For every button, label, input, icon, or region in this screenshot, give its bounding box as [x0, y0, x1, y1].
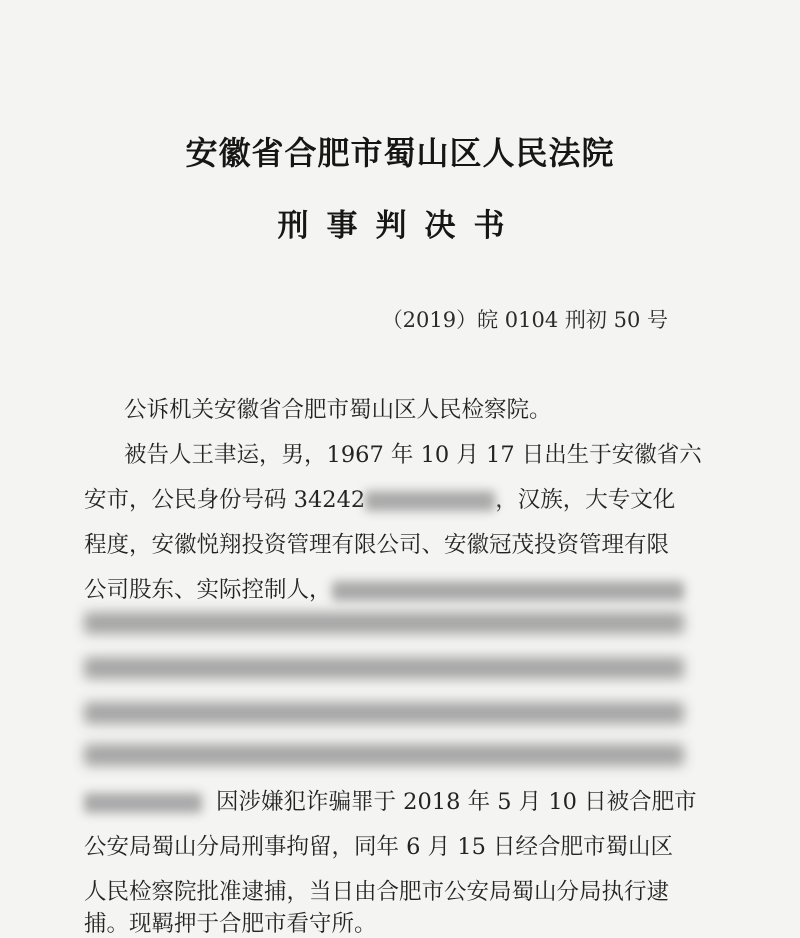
court-name: 安徽省合肥市蜀山区人民法院 [185, 134, 615, 172]
redacted-line [84, 612, 684, 634]
detention-line-4: 捕。现羁押于合肥市看守所。 [84, 911, 377, 937]
prosecutor-line: 公诉机关安徽省合肥市蜀山区人民检察院。 [124, 397, 552, 423]
detention-line-2: 公安局蜀山分局刑事拘留，同年 6 月 15 日经合肥市蜀山区 [84, 834, 674, 860]
detention-line-1 [84, 784, 697, 816]
ethnicity-education: ，汉族，大专文化 [495, 487, 676, 513]
redacted-line [84, 702, 684, 724]
redacted-line [84, 657, 684, 679]
case-number: （2019）皖 0104 刑初 50 号 [381, 308, 668, 332]
defendant-line-3: 程度，安徽悦翔投资管理有限公司、安徽冠茂投资管理有限 [84, 532, 670, 558]
redacted-line [84, 744, 684, 766]
defendant-line-1: 被告人王聿运，男，1967 年 10 月 17 日出生于安徽省六 [124, 442, 702, 468]
document-type: 刑事判决书 [277, 208, 523, 244]
redacted-id-number [365, 491, 495, 511]
detention-line-3: 人民检察院批准逮捕，当日由合肥市公安局蜀山分局执行逮 [84, 879, 670, 905]
defendant-line-4 [84, 572, 684, 604]
id-number-prefix: 安市，公民身份号码 34242 [84, 487, 366, 513]
redacted-text [84, 793, 202, 813]
redacted-text [332, 581, 684, 601]
defendant-line-2 [84, 482, 675, 514]
role-text: 公司股东、实际控制人， [84, 577, 332, 603]
detention-text: 因涉嫌犯诈骗罪于 2018 年 5 月 10 日被合肥市 [216, 789, 697, 815]
